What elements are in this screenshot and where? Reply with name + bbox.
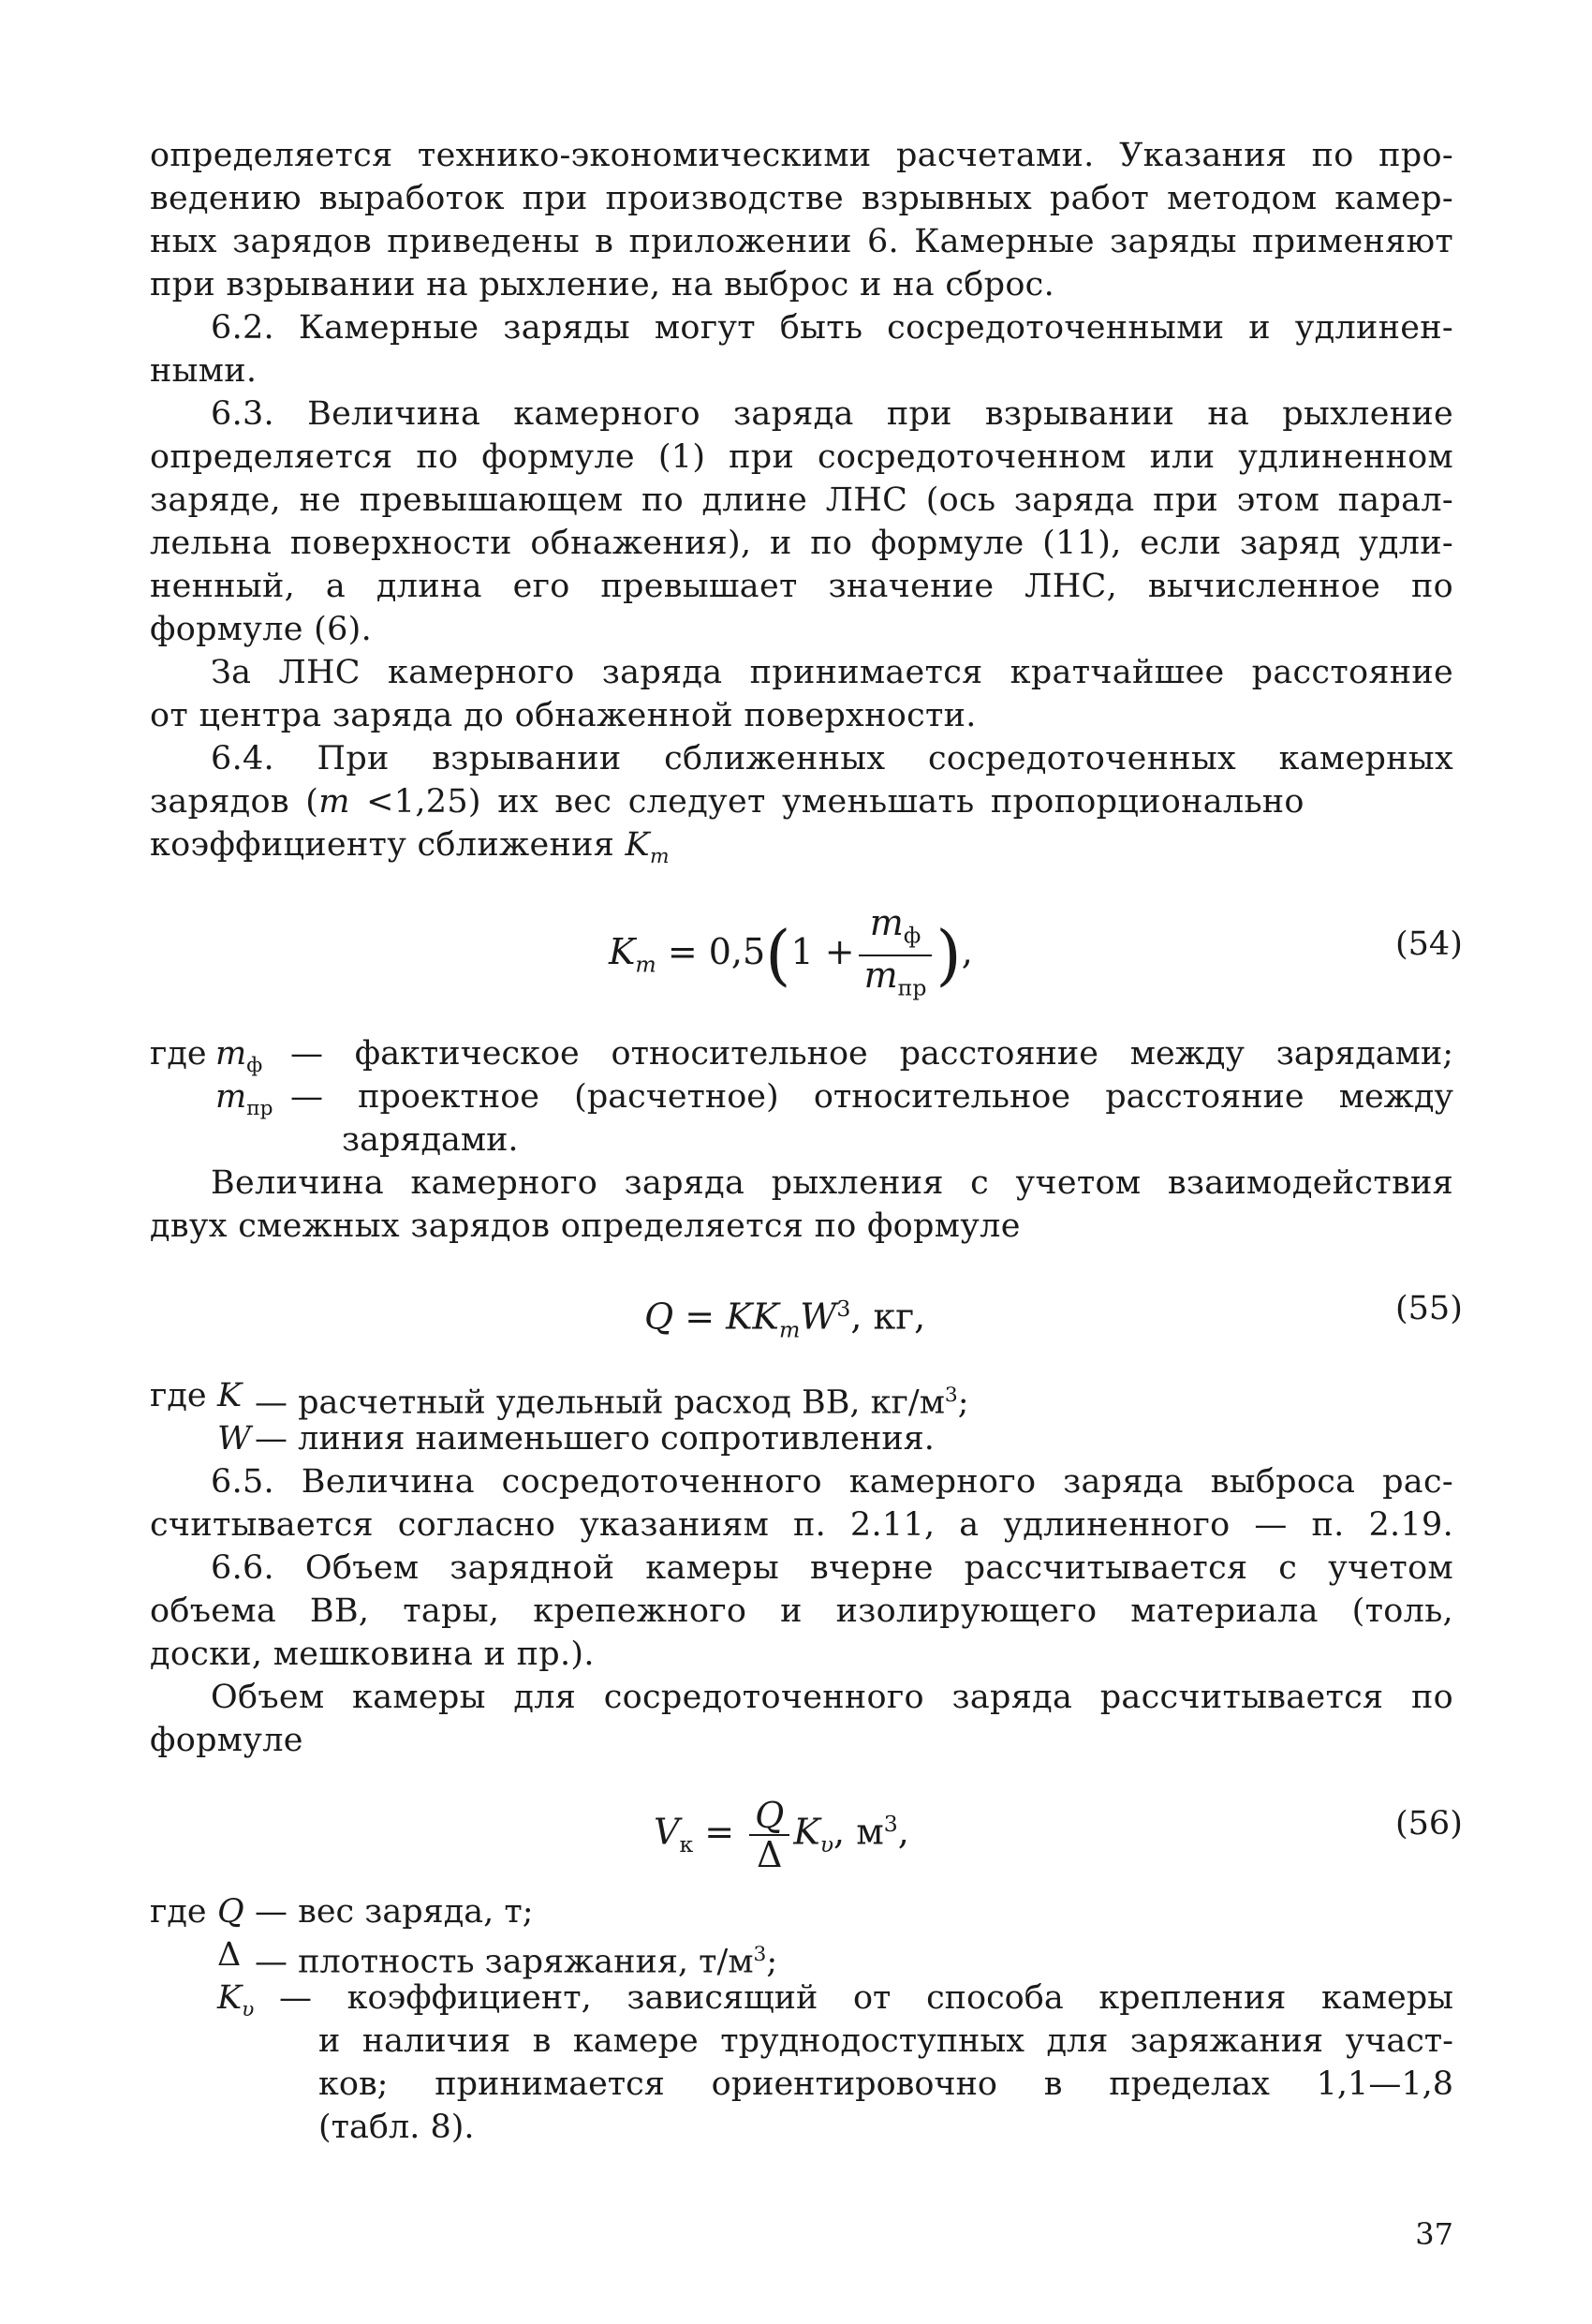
where-label: где xyxy=(150,1377,207,1414)
text-line: ными. xyxy=(150,352,258,390)
text-line: ных зарядов приведены в приложении 6. Камерные заряды применяют xyxy=(150,223,1453,260)
definition: — вес заряда, т; xyxy=(255,1893,534,1931)
text-line: двух смежных зарядов определяется по формуле xyxy=(150,1207,1021,1245)
text-line: 6.5. Величина сосредоточенного камерного заряда выброса рас- xyxy=(211,1463,1453,1501)
text-line: определяется технико-экономическими расчетами. Указания по про- xyxy=(150,137,1453,174)
text-line: формуле xyxy=(150,1722,303,1759)
text-line: ненный, а длина его превышает значение ЛНС, вычисленное по xyxy=(150,568,1453,605)
text-line: 6.2. Камерные заряды могут быть сосредоточенными и удлинен- xyxy=(211,309,1453,347)
symbol: $m_{пр}$ xyxy=(215,1078,273,1120)
fraction: $\frac{Q}{\Delta}$ xyxy=(749,1797,789,1873)
definition-cont: и наличия в камере труднодоступных для заряжания участ- xyxy=(318,2022,1453,2060)
text-line: ведению выработок при производстве взрывных работ методом камер- xyxy=(150,180,1453,217)
definition: — проектное (расчетное) относительное расстояние между xyxy=(290,1078,1453,1116)
definition: — плотность заряжания, $т/м^3$; xyxy=(255,1943,778,1981)
symbol: W xyxy=(217,1420,251,1458)
text-line: заряде, не превышающем по длине ЛНС (ось заряда при этом парал- xyxy=(150,481,1453,519)
text-line: формуле (6). xyxy=(150,611,373,648)
definition-cont: (табл. 8). xyxy=(318,2109,475,2146)
formula-55: $Q = KK_mW^3$, кг, xyxy=(644,1295,926,1343)
text-line: от центра заряда до обнаженной поверхности. xyxy=(150,697,977,734)
definition: — фактическое относительное расстояние между зарядами; xyxy=(290,1035,1453,1073)
equation-number: (54) xyxy=(1395,925,1463,963)
text-line: определяется по формуле (1) при сосредоточенном или удлиненном xyxy=(150,438,1453,476)
equation-number: (56) xyxy=(1395,1805,1463,1843)
symbol: Δ xyxy=(217,1936,242,1974)
symbol: $m_ф$ xyxy=(215,1035,263,1077)
text-line: объема ВВ, тары, крепежного и изолирующего материала (толь, xyxy=(150,1592,1453,1630)
symbol: K xyxy=(217,1377,243,1414)
formula-56: $V_к$ = $\frac{Q}{\Delta}$ $K_\upsilon$, $м^3$, xyxy=(654,1795,909,1875)
definition: — коэффициент, зависящий от способа крепления камеры xyxy=(279,1979,1453,2017)
text-line: 6.4. При взрывании сближенных сосредоточенных камерных xyxy=(211,740,1453,777)
where-label: где xyxy=(150,1893,207,1931)
text-line: при взрывании на рыхление, на выброс и на сброс. xyxy=(150,266,1055,303)
text-line: зарядов (m <1,25) их вес следует уменьшать пропорционально xyxy=(150,783,1305,821)
fraction: $\frac{m_ф}{m_{пр}}$ xyxy=(859,904,933,1006)
text-line: За ЛНС камерного заряда принимается кратчайшее расстояние xyxy=(211,654,1453,691)
symbol: $K_\upsilon$ xyxy=(217,1979,255,2021)
text-line: коэффициенту сближения $K_m$ xyxy=(150,826,670,868)
text-line: доски, мешковина и пр.). xyxy=(150,1636,595,1673)
definition-cont: зарядами. xyxy=(342,1121,519,1159)
definition: — линия наименьшего сопротивления. xyxy=(255,1420,935,1458)
text-line: лельна поверхности обнажения), и по формуле (11), если заряд удли- xyxy=(150,525,1453,562)
definition-cont: ков; принимается ориентировочно в пределах 1,1—1,8 xyxy=(318,2065,1453,2103)
text-line: 6.6. Объем зарядной камеры вчерне рассчитывается с учетом xyxy=(211,1549,1453,1587)
symbol: Q xyxy=(217,1893,244,1931)
page-number: 37 xyxy=(1415,2216,1453,2252)
equation-number: (55) xyxy=(1395,1290,1463,1327)
formula-54: $K_m = 0,5(1$ + $\frac{m_ф}{m_{пр}}$ ), xyxy=(609,904,973,1006)
text-line: считывается согласно указаниям п. 2.11, а удлиненного — п. 2.19. xyxy=(150,1506,1453,1544)
definition: — расчетный удельный расход ВВ, $кг/м^3$; xyxy=(255,1384,969,1422)
where-label: где xyxy=(150,1035,207,1073)
text-line: Величина камерного заряда рыхления с учетом взаимодействия xyxy=(211,1164,1453,1202)
text-line: Объем камеры для сосредоточенного заряда рассчитывается по xyxy=(211,1679,1453,1716)
text-line: 6.3. Величина камерного заряда при взрывании на рыхление xyxy=(211,395,1453,433)
